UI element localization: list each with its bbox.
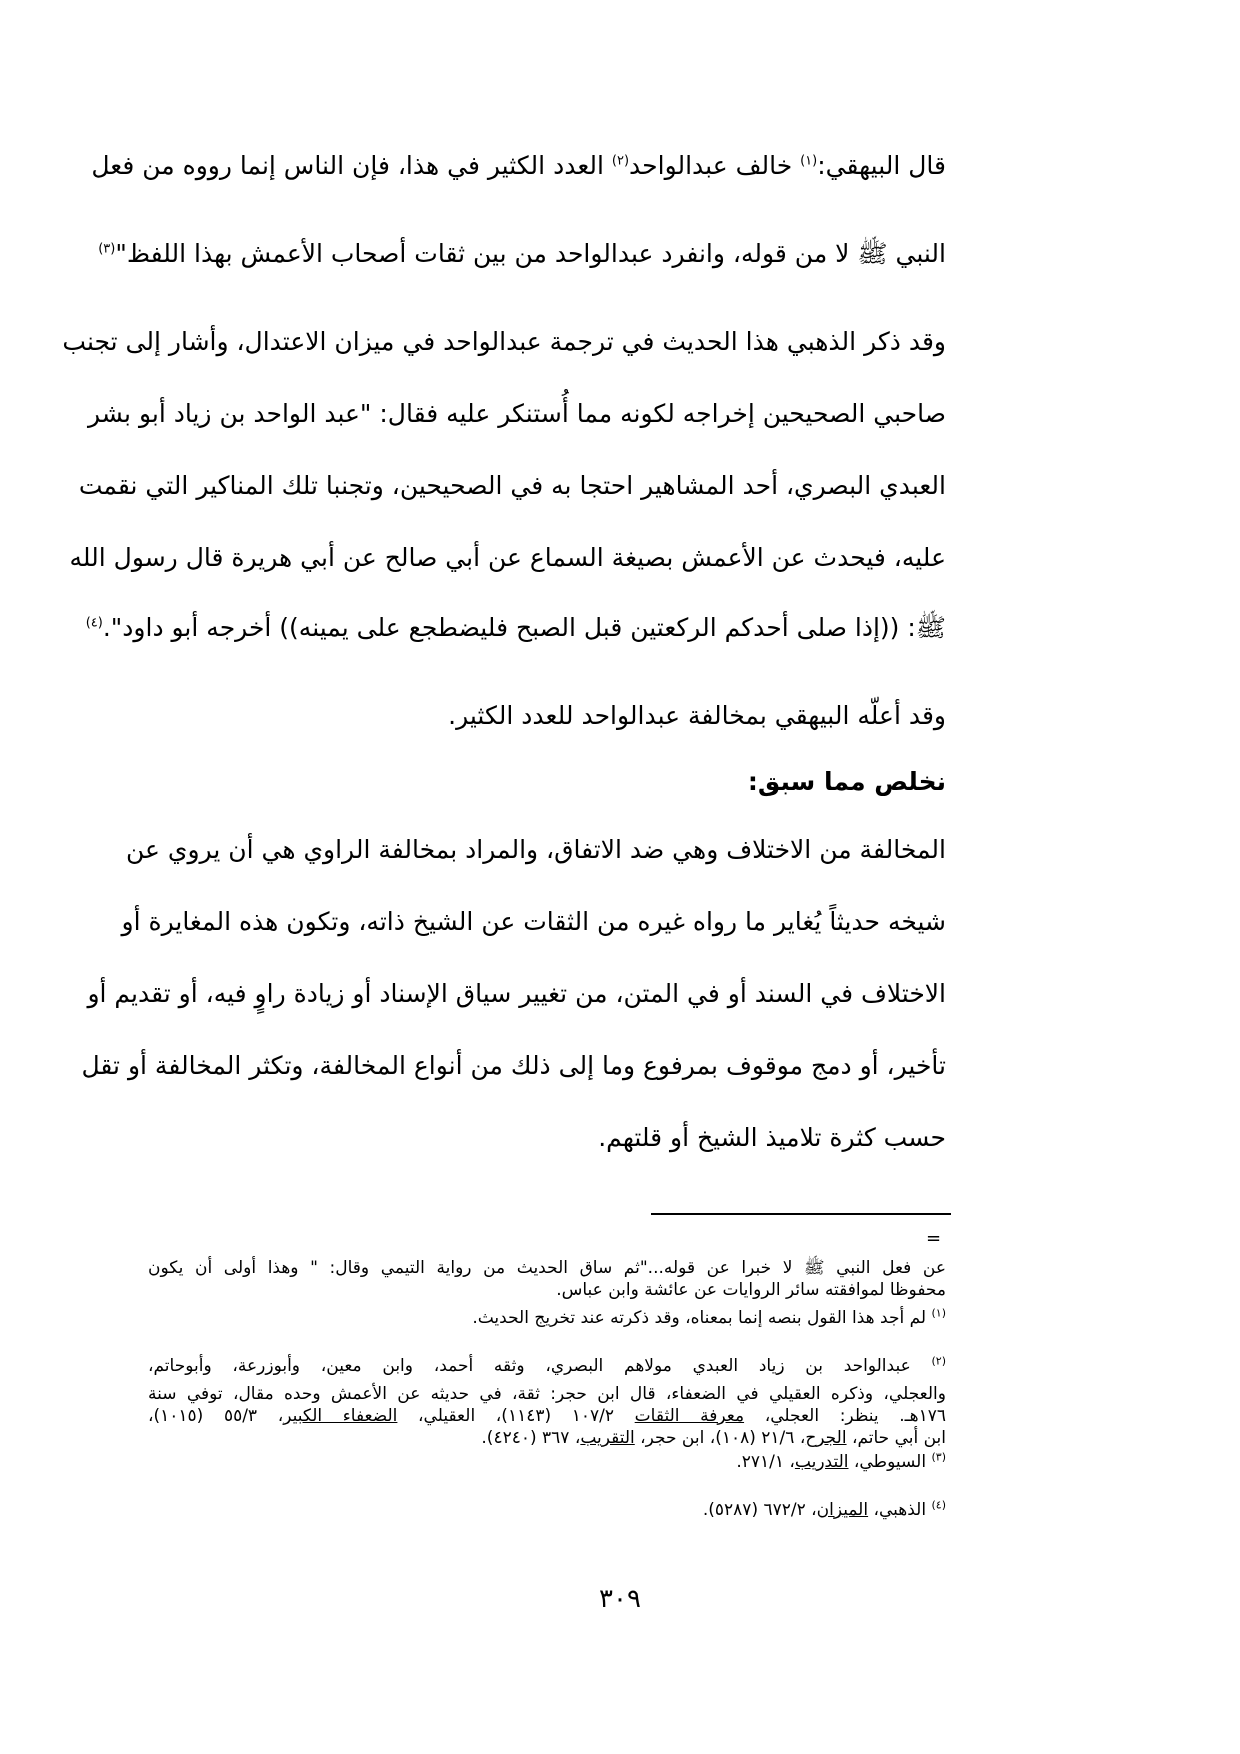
footnote-continuation-line-2: محفوظا لموافقته سائر الروايات عن عائشة وابن عباس. <box>556 1280 946 1300</box>
body-line-1 <box>91 146 946 186</box>
footnote-2-line-1 <box>148 1356 946 1377</box>
body-line-8: وقد أعلّه البيهقي بمخالفة عبدالواحد للعدد الكثير. <box>448 701 946 730</box>
footnote-ref-3[interactable]: (٣) <box>98 241 116 257</box>
book-title-link: الميزان <box>816 1500 869 1520</box>
footnote-separator <box>651 1213 951 1215</box>
footnote-ref-1[interactable]: (١) <box>800 153 818 169</box>
paragraph-line-1: المخالفة من الاختلاف وهي ضد الاتفاق، والمراد بمخالفة الراوي هي أن يروي عن <box>126 835 946 864</box>
footnote-2-line-4 <box>148 1428 946 1449</box>
paragraph-line-4: تأخير، أو دمج موقوف بمرفوع وما إلى ذلك من أنواع المخالفة، وتكثر المخالفة أو تقل <box>81 1051 946 1080</box>
book-title-link: الضعفاء الكبير <box>283 1406 398 1426</box>
footnote-number-4: (٤) <box>931 1498 946 1512</box>
book-title-link: معرفة الثقات <box>634 1406 745 1426</box>
footnote-number-1: (١) <box>931 1306 946 1320</box>
paragraph-line-5: حسب كثرة تلاميذ الشيخ أو قلتهم. <box>598 1123 946 1152</box>
footnote-number-2: (٢) <box>931 1354 946 1368</box>
footnote-ref-4[interactable]: (٤) <box>85 615 103 631</box>
body-line-5: العبدي البصري، أحد المشاهير احتجا به في الصحيحين، وتجنبا تلك المناكير التي نقمت <box>78 471 946 500</box>
text: عبدالواحد بن زياد العبدي مولاهم البصري، وثقه أحمد، وابن معين، وأبوزرعة، وأبوحاتم، <box>148 1356 932 1376</box>
continuation-mark: = <box>926 1228 942 1249</box>
footnote-2-line-3 <box>148 1406 946 1427</box>
paragraph-line-2: شيخه حديثاً يُغاير ما رواه غيره من الثقات عن الشيخ ذاته، وتكون هذه المغايرة أو <box>121 907 946 936</box>
text: لم أجد هذا القول بنصه إنما بمعناه، وقد ذكرته عند تخريج الحديث. <box>472 1308 932 1328</box>
footnote-continuation-line-1: عن فعل النبي ﷺ لا خبرا عن قوله..."ثم ساق الحديث من رواية التيمي وقال: " وهذا أولى أن يكون <box>148 1258 946 1278</box>
text: ، ٢٧١/١. <box>736 1452 795 1472</box>
text: ، ٥٥/٣ (١٠١٥)، <box>148 1406 284 1426</box>
footnote-3 <box>148 1452 946 1473</box>
page-number: ٣٠٩ <box>599 1584 641 1614</box>
text: ، ٣٦٧ (٤٢٤٠). <box>481 1428 581 1448</box>
text: الذهبي، <box>868 1500 932 1520</box>
footnote-ref-2[interactable]: (٢) <box>611 153 630 169</box>
text: ، ٦٧٢/٢ (٥٢٨٧). <box>702 1500 817 1520</box>
text: السيوطي، <box>848 1452 932 1472</box>
text: قال البيهقي: <box>817 151 946 180</box>
text: ١٧٦هـ. ينظر: العجلي، <box>744 1406 947 1426</box>
text: ابن أبي حاتم، <box>846 1428 946 1448</box>
book-title-link: الجرح <box>805 1428 847 1448</box>
text: ١٠٧/٢ (١١٤٣)، العقيلي، <box>397 1406 635 1426</box>
footnote-1 <box>148 1308 946 1329</box>
text: ﷺ: ((إذا صلى أحدكم الركعتين قبل الصبح فليضطجع على يمينه)) أخرجه أبو داود". <box>102 613 946 642</box>
body-line-2 <box>98 234 946 274</box>
footnote-4 <box>148 1500 946 1521</box>
text: ، ٢١/٦ (١٠٨)، ابن حجر، <box>634 1428 806 1448</box>
body-line-7 <box>85 608 946 648</box>
body-line-3: وقد ذكر الذهبي هذا الحديث في ترجمة عبدالواحد في ميزان الاعتدال، وأشار إلى تجنب <box>62 327 946 356</box>
body-line-4: صاحبي الصحيحين إخراجه لكونه مما أُستنكر عليه فقال: "عبد الواحد بن زياد أبو بشر <box>87 399 946 428</box>
book-title-link: التدريب <box>794 1452 849 1472</box>
paragraph-line-3: الاختلاف في السند أو في المتن، من تغيير سياق الإسناد أو زيادة راوٍ فيه، أو تقديم أو <box>87 979 946 1008</box>
body-line-6: عليه، فيحدث عن الأعمش بصيغة السماع عن أبي صالح عن أبي هريرة قال رسول الله <box>69 543 946 572</box>
text: النبي ﷺ لا من قوله، وانفرد عبدالواحد من بين ثقات أصحاب الأعمش بهذا اللفظ" <box>115 239 946 268</box>
footnote-2-line-2: والعجلي، وذكره العقيلي في الضعفاء، قال ابن حجر: ثقة، في حديثه عن الأعمش وحده مقال، توفي سنة <box>148 1384 946 1404</box>
text: العدد الكثير في هذا، فإن الناس إنما رووه من فعل <box>91 151 612 180</box>
book-title-link: التقريب <box>580 1428 635 1448</box>
text: خالف عبدالواحد <box>629 151 801 180</box>
section-heading: نخلص مما سبق: <box>747 767 946 796</box>
footnote-number-3: (٣) <box>931 1450 946 1464</box>
